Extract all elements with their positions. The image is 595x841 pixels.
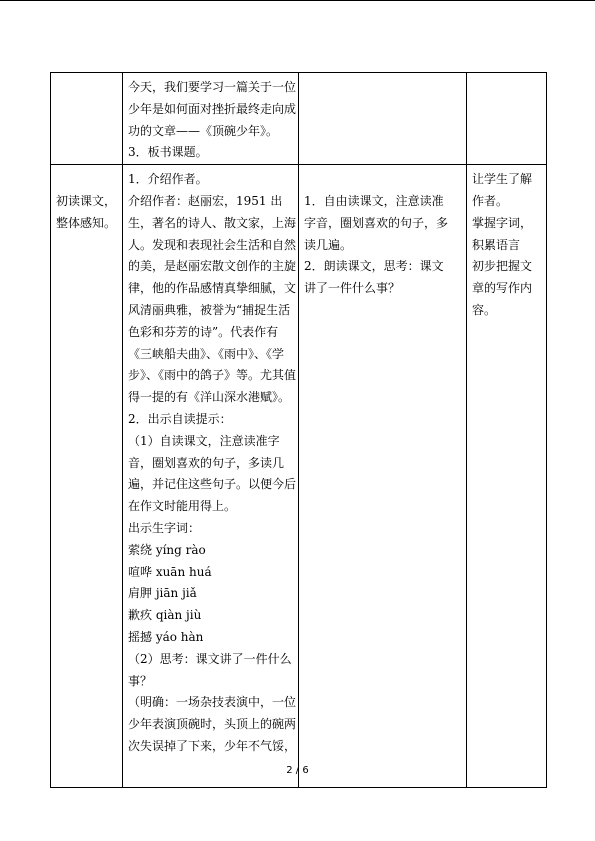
text-line: 在作文时能用得上。 xyxy=(128,499,237,514)
activity-cell xyxy=(51,165,123,788)
text-line: 少年表演顶碗时，头顶上的碗两 xyxy=(128,717,297,732)
text-line: 初读课文， xyxy=(56,194,117,209)
text-line: 次失误掉了下来，少年不气馁， xyxy=(128,738,297,753)
text-line: 今天，我们要学习一篇关于一位 xyxy=(128,80,297,94)
text-line: 初步把握文 xyxy=(472,259,533,274)
text-line: 让学生了解 xyxy=(472,172,533,187)
table-row xyxy=(51,165,547,788)
text-line: 得一提的有《洋山深水港赋》。 xyxy=(128,390,291,405)
table-row xyxy=(51,73,547,165)
text-line: 人。发现和表现社会生活和自然 xyxy=(128,237,297,252)
text-line: 功的文章——《顶碗少年》。 xyxy=(128,123,279,138)
activity-cell xyxy=(51,73,123,165)
text-line: 生，著名的诗人、散文家，上海 xyxy=(128,215,297,230)
text-line: 讲了一件什么事？ xyxy=(304,281,401,296)
text-line: 喧哗 xuān huá xyxy=(128,564,212,579)
text-line: 肩胛 jiān jiǎ xyxy=(128,586,197,601)
lesson-plan-table xyxy=(50,72,547,788)
text-line: 2．朗读课文，思考：课文 xyxy=(304,259,444,274)
text-line: 歉疚 qiàn jiù xyxy=(128,608,202,623)
text-line: 的美，是赵丽宏散文创作的主旋 xyxy=(128,259,297,274)
teacher-activity-cell xyxy=(123,73,299,165)
text-line: 1．介绍作者。 xyxy=(128,172,208,187)
text-line xyxy=(304,169,461,191)
text-line: 风清丽典雅，被誉为“捕捉生活 xyxy=(128,302,291,317)
text-line: （明确：一场杂技表演中，一位 xyxy=(128,695,297,710)
student-activity-cell xyxy=(299,165,467,788)
text-line: 介绍作者：赵丽宏，1951 出 xyxy=(128,193,283,208)
text-line: （2）思考：课文讲了一件什么 xyxy=(128,651,292,666)
text-line: 3．板书课题。 xyxy=(128,145,208,160)
text-line: 出示生字词： xyxy=(128,520,201,535)
purpose-cell xyxy=(467,165,547,788)
text-line: 步》、《雨中的鸽子》等。尤其值 xyxy=(128,368,297,383)
text-line: 作者。 xyxy=(472,193,509,208)
purpose-cell xyxy=(467,73,547,165)
text-line: 少年是如何面对挫折最终走向成 xyxy=(128,101,297,116)
text-line: 容。 xyxy=(472,302,497,317)
text-line: 《三峡船夫曲》、《雨中》、《学 xyxy=(128,346,285,361)
page-number: 2 / 6 xyxy=(286,765,309,776)
text-line: 色彩和芬芳的诗”。代表作有 xyxy=(128,324,279,339)
text-line: 读几遍。 xyxy=(304,237,353,252)
text-line: 事？ xyxy=(128,673,153,688)
text-line: 章的写作内 xyxy=(472,281,533,296)
text-line: 2．出示自读提示： xyxy=(128,411,232,426)
text-line: 律，他的作品感情真挚细腻，文 xyxy=(128,281,297,296)
text-line: 整体感知。 xyxy=(56,215,117,230)
text-line: 字音，圈划喜欢的句子，多 xyxy=(304,215,449,230)
text-line: 音，圈划喜欢的句子，多读几 xyxy=(128,455,285,470)
text-line: （1）自读课文，注意读准字 xyxy=(128,433,280,448)
student-activity-cell xyxy=(299,73,467,165)
text-line: 遍，并记住这些句子。以便今后 xyxy=(128,477,297,492)
text-line: 摇撼 yáo hàn xyxy=(128,629,204,644)
text-line: 1．自由读课文，注意读准 xyxy=(304,193,444,208)
text-line: 积累语言 xyxy=(472,237,521,252)
text-line: 掌握字词， xyxy=(472,215,533,230)
text-line: 萦绕 yíng rào xyxy=(128,542,206,557)
header-rule xyxy=(0,0,595,1)
teacher-activity-cell xyxy=(123,165,299,788)
